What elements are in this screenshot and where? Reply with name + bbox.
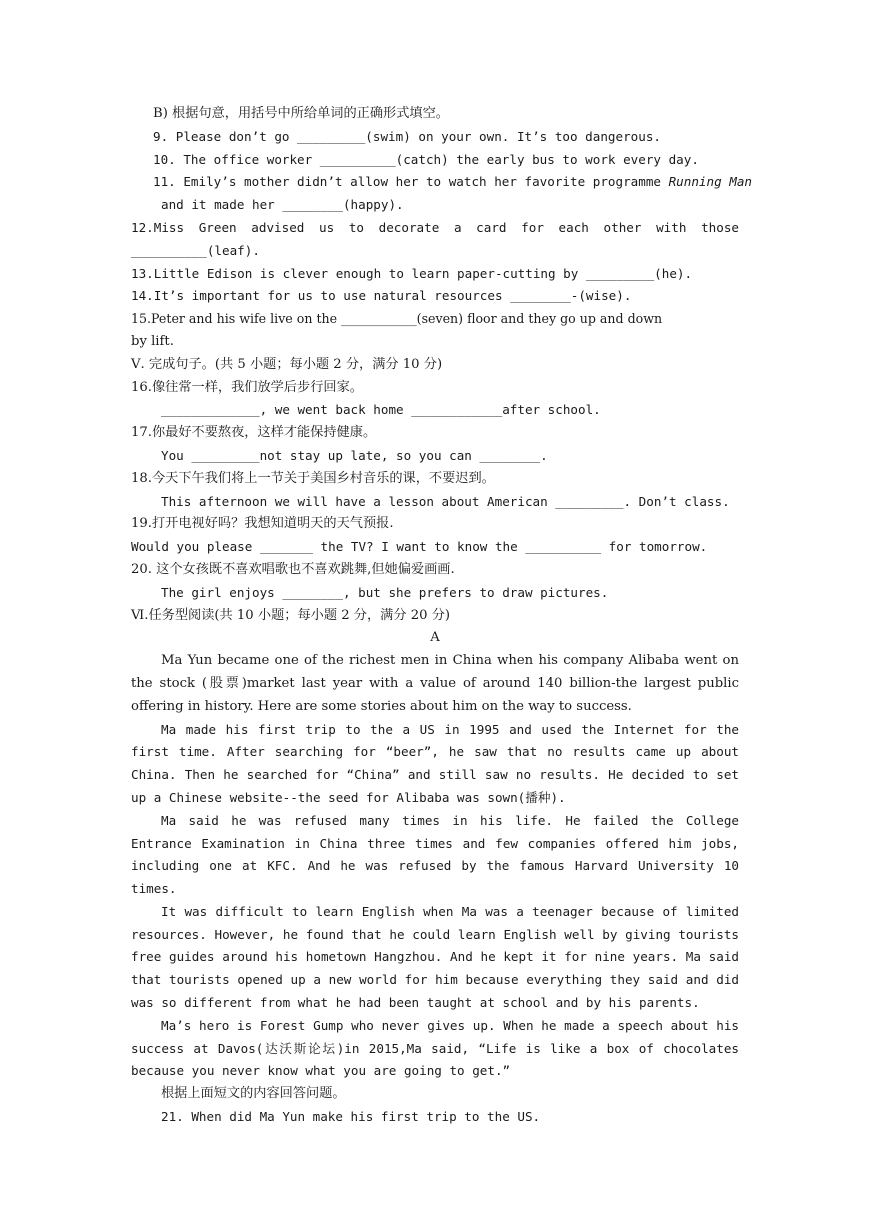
passage-paragraph-1 bbox=[131, 650, 739, 718]
question-11-line-1 bbox=[131, 171, 752, 194]
reading-instruction: 根据上面短文的内容回答问题。 bbox=[161, 1086, 346, 1102]
question-12-line-2: __________(leaf). bbox=[131, 242, 260, 258]
section-v-heading: Ⅴ. 完成句子。(共 5 小题；每小题 2 分，满分 10 分) bbox=[131, 356, 443, 372]
question-20-english: The girl enjoys ________, but she prefers to draw pictures. bbox=[161, 584, 609, 600]
passage-paragraph-2 bbox=[131, 719, 739, 810]
question-19-chinese: 19.打开电视好吗？我想知道明天的天气预报. bbox=[131, 516, 394, 532]
question-11-text: 11. Emily’s mother didn’t allow her to watch her favorite programme bbox=[153, 174, 669, 190]
question-12-line-1: 12.Miss Green advised us to decorate a card for each other with those bbox=[131, 219, 739, 235]
question-15-line-1: 15.Peter and his wife live on the ____________(seven) floor and they go up and down bbox=[131, 311, 663, 327]
question-13: 13.Little Edison is clever enough to learn paper-cutting by _________(he). bbox=[131, 265, 693, 281]
question-16-chinese: 16.像往常一样，我们放学后步行回家。 bbox=[131, 379, 363, 395]
question-10: 10. The office worker __________(catch) the early bus to work every day. bbox=[153, 151, 699, 167]
section-b-heading: B) 根据句意，用括号中所给单词的正确形式填空。 bbox=[153, 106, 449, 121]
section-vi-heading: Ⅵ.任务型阅读(共 10 小题；每小题 2 分，满分 20 分) bbox=[131, 607, 451, 623]
question-14: 14.It’s important for us to use natural resources ________-(wise). bbox=[131, 288, 632, 304]
question-17-chinese: 17.你最好不要熬夜，这样才能保持健康。 bbox=[131, 425, 377, 441]
question-20-chinese: 20. 这个女孩既不喜欢唱歌也不喜欢跳舞,但她偏爱画画. bbox=[131, 561, 455, 577]
question-18-chinese: 18.今天下午我们将上一节关于美国乡村音乐的课，不要迟到。 bbox=[131, 470, 495, 486]
question-18-english: This afternoon we will have a lesson about American _________. Don’t class. bbox=[161, 493, 730, 509]
passage-paragraph-4 bbox=[131, 901, 739, 1015]
passage-paragraph-3 bbox=[131, 810, 739, 901]
passage-paragraph-5 bbox=[131, 1015, 739, 1083]
paragraph-2-text: Ma made his first trip to the a US in 1995 and used the Internet for the first time. After searching for “beer”, he saw that no results came up about China. Then he searched for “China” and still saw no results. He decided to set up a Chinese website--the seed for Alibaba was sown(播种). bbox=[131, 721, 739, 805]
question-15-line-2: by lift. bbox=[131, 333, 174, 349]
question-9: 9. Please don’t go _________(swim) on your own. It’s too dangerous. bbox=[153, 128, 661, 144]
programme-title: Running Man bbox=[668, 174, 752, 190]
paragraph-1-text: Ma Yun became one of the richest men in China when his company Alibaba went on the stock (股票)market last year with a value of around 140 billion-the largest public offering in history. Here are some stories about him on the way to success. bbox=[131, 653, 739, 714]
passage-label: A bbox=[430, 630, 440, 646]
paragraph-5-text: Ma’s hero is Forest Gump who never gives up. When he made a speech about his success at Davos(达沃斯论坛)in 2015,Ma said, “Life is like a box of chocolates because you never know what you are going to get.” bbox=[131, 1017, 739, 1079]
document-page bbox=[131, 103, 752, 1129]
paragraph-3-text: Ma said he was refused many times in his life. He failed the College Entrance Examination in China three times and few companies offered him jobs, including one at KFC. And he was refused by the famous Harvard University 10 times. bbox=[131, 812, 739, 897]
question-16-english: _____________, we went back home ____________after school. bbox=[161, 402, 601, 418]
question-21: 21. When did Ma Yun make his first trip to the US. bbox=[161, 1109, 541, 1125]
question-11-line-2: and it made her ________(happy). bbox=[161, 197, 404, 213]
question-17-english: You _________not stay up late, so you can ________. bbox=[161, 447, 548, 463]
question-19-english: Would you please _______ the TV? I want to know the __________ for tomorrow. bbox=[131, 539, 708, 555]
paragraph-4-text: It was difficult to learn English when Ma was a teenager because of limited resources. However, he found that he could learn English well by giving tourists free guides around his hometown Hangzhou. And he kept it for nine years. Ma said that tourists opened up a new world for him because everything they said and did was so different from what he had been taught at school and by his parents. bbox=[131, 903, 739, 1011]
